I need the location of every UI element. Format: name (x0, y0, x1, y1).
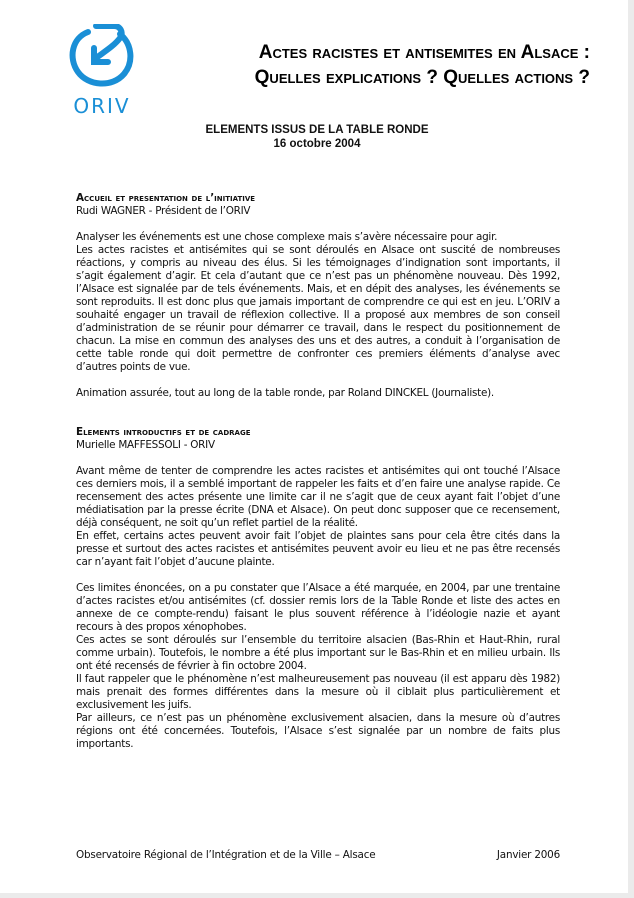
section-2-paragraph: Avant même de tenter de comprendre les actes racistes et antisémites qui ont touché l’Alsace ces derniers mois, il a semblé important de rappeler les faits et d’en faire une analyse rapide. Ce recensement des actes présente une limite car il ne s’agit que de ceux ayant fait l’objet d’une médiatisation par la presse écrite (DNA et Alsace). On peut donc supposer que ce recensement, déjà conséquent, ne soit qu’un reflet partiel de la réalité. (76, 465, 560, 529)
oriv-logo (66, 24, 138, 124)
section-2-paragraph: En effet, certains actes peuvent avoir fait l’objet de plaintes sans pour cela être cités dans la presse et surtout des actes racistes et antisémites peuvent avoir eu lieu et ne pas être recensés car n’ayant fait l’objet d’aucune plainte. (76, 530, 560, 568)
section-1-author: Rudi WAGNER - Président de l’ORIV (76, 205, 251, 217)
footer-organization: Observatoire Régional de l’Intégration et de la Ville – Alsace (76, 849, 376, 861)
title-line-1: Actes racistes et antisemites en Alsace : (258, 42, 590, 63)
section-2-paragraph: Ces actes se sont déroulés sur l’ensemble du territoire alsacien (Bas-Rhin et Haut-Rhin, rural comme urbain). Toutefois, le nombre a été plus important sur le Bas-Rhin et en milieu urbain. Ils ont été recensés de février à fin octobre 2004. (76, 634, 560, 672)
subtitle (0, 123, 634, 151)
footer-date: Janvier 2006 (496, 849, 560, 861)
section-2-author: Murielle MAFFESSOLI - ORIV (76, 439, 215, 451)
document-body (76, 192, 560, 751)
section-1-paragraph: Animation assurée, tout au long de la table ronde, par Roland DINCKEL (Journaliste). (76, 387, 494, 399)
section-1-paragraph: Les actes racistes et antisémites qui se sont déroulés en Alsace ont suscité de nombreuses réactions, y compris au niveau des élus. Si les témoignages d’indignation sont importants, il s’agit également d’agir. Et cela d’autant que ce n’est pas un phénomène nouveau. Dès 1992, l’Alsace est signalée par de tels événements. Mais, et en dépit des analyses, les événements se sont reproduits. Il est donc plus que jamais important de comprendre ce qui est en jeu. L’ORIV a souhaité engager un travail de réflexion collective. Il a proposé aux membres de son conseil d’administration de se réunir pour démarrer ce travail, dans le respect du positionnement de chacun. La mise en commun des analyses des uns et des autres, a conduit à l’organisation de cette table ronde qui doit permettre de confronter ces premiers éléments d’analyse avec d’autres points de vue. (76, 244, 560, 373)
title-line-2: Quelles explications ? Quelles actions ? (254, 67, 590, 88)
section-2-paragraph: Ces limites énoncées, on a pu constater que l’Alsace a été marquée, en 2004, par une trentaine d’actes racistes et/ou antisémites (cf. dossier remis lors de la Table Ronde et liste des actes en annexe de ce compte-rendu) faisant le plus souvent référence à l’idéologie nazie et ayant recours à des propos xénophobes. (76, 582, 560, 633)
section-2-paragraph: Par ailleurs, ce n’est pas un phénomène exclusivement alsacien, dans la mesure où d’autres régions ont été concernées. Toutefois, l’Alsace s’est signalée par un nombre de faits plus importants. (76, 712, 560, 750)
section-2-paragraph: Il faut rappeler que le phénomène n’est malheureusement pas nouveau (il est apparu dès 1982) mais prenait des formes différentes dans la mesure où il ciblait plus particulièrement et exclusivement les juifs. (76, 673, 560, 711)
logo-swirl-icon (66, 24, 138, 94)
page-edge (0, 893, 634, 898)
section-1-paragraph: Analyser les événements est une chose complexe mais s’avère nécessaire pour agir. (76, 231, 498, 243)
subtitle-line-1: ELEMENTS ISSUS DE LA TABLE RONDE (205, 124, 429, 136)
logo-text: ORIV (73, 94, 131, 118)
section-1-title: Accueil et presentation de l’initiative (76, 192, 256, 204)
section-2-title: Elements introductifs et de cadrage (76, 426, 251, 438)
page-title (160, 40, 590, 90)
subtitle-line-2: 16 octobre 2004 (273, 138, 361, 150)
